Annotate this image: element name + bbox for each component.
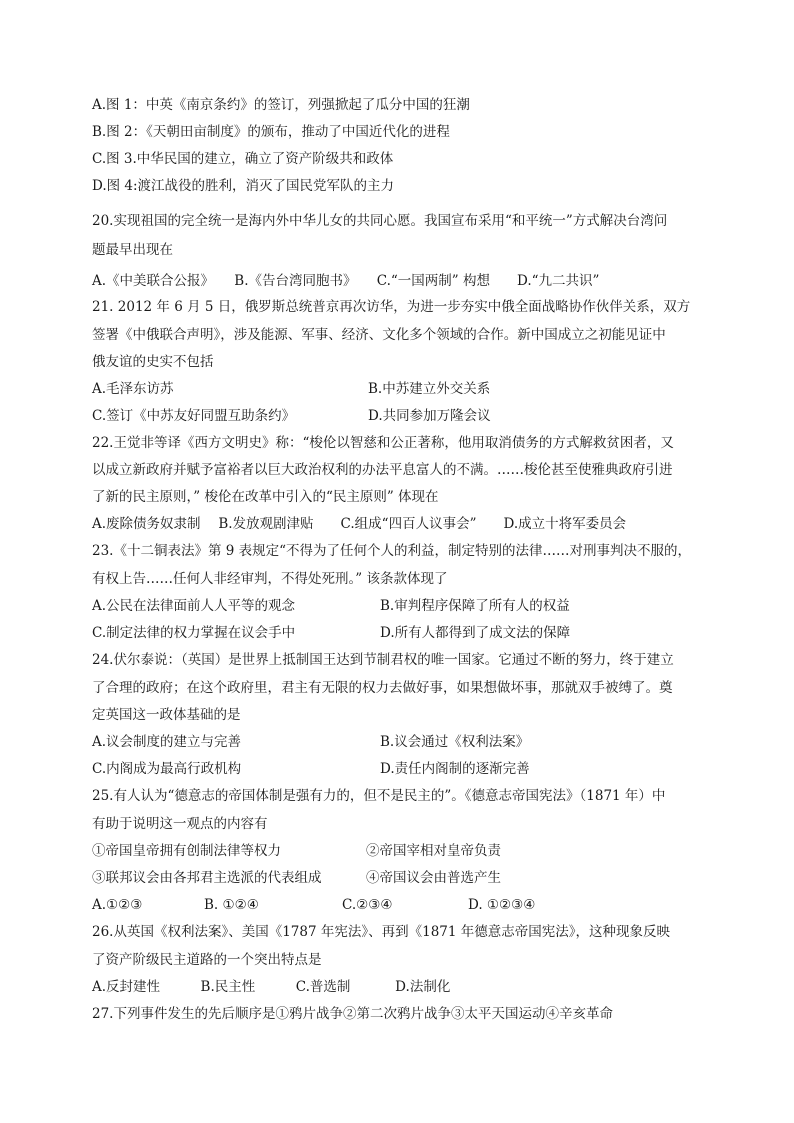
- q22-options: A.废除债务奴隶制 B.发放观剧津贴 C.组成“四百人议事会” D.成立十将军委员会: [92, 516, 627, 532]
- q24-stem-line-1: 24.伏尔泰说：（英国）是世界上抵制国王达到节制君权的唯一国家。它通过不断的努力，终于建立: [92, 652, 674, 668]
- q19-option-d: D.图 4:渡江战役的胜利，消灭了国民党军队的主力: [92, 178, 395, 194]
- q19-option-c: C.图 3.中华民国的建立，确立了资产阶级共和政体: [92, 151, 394, 167]
- q24-option-a: A.议会制度的建立与完善: [92, 734, 242, 750]
- q22-stem-line-1: 22.王觉非等译《西方文明史》称：“梭伦以智慈和公正著称，他用取消债务的方式解救贫困者，又: [92, 435, 674, 451]
- q27-stem-line-1: 27.下列事件发生的先后顺序是①鸦片战争②第二次鸦片战争③太平天国运动④辛亥革命: [92, 1006, 613, 1022]
- q21-option-c: C.签订《中苏友好同盟互助条约》: [92, 408, 296, 424]
- q25-items-row-2: [92, 869, 501, 887]
- q24-options-row-1: [92, 733, 530, 751]
- q22-stem-line-3: 了新的民主原则，” 梭伦在改革中引入的“民主原则” 体现在: [92, 489, 439, 505]
- q25-item-4: ④帝国议会由普选产生: [366, 870, 501, 886]
- q26-stem-line-1: 26.从英国《权利法案》、美国《1787 年宪法》、再到《1871 年德意志帝国宪法》，这种现象反映: [92, 924, 671, 940]
- q23-option-d: D.所有人都得到了成文法的保障: [380, 625, 571, 641]
- q24-option-d: D.责任内阁制的逐渐完善: [380, 761, 530, 777]
- q21-option-a: A.毛泽东访苏: [92, 381, 174, 397]
- q24-option-b: B.议会通过《权利法案》: [380, 734, 530, 750]
- q21-option-b: B.中苏建立外交关系: [368, 381, 491, 397]
- q19-option-a: A.图 1：中英《南京条约》的签订，列强掀起了瓜分中国的狂潮: [92, 97, 470, 113]
- q21-option-d: D.共同参加万隆会议: [368, 408, 491, 424]
- q23-stem-line-1: 23.《十二铜表法》第 9 表规定“不得为了任何个人的利益，制定特别的法律……对刑事判决不服的，: [92, 543, 692, 559]
- q23-stem-line-2: 有权上告……任何人非经审判，不得处死刑。” 该条款体现了: [92, 571, 448, 587]
- q21-options-row-2: [92, 407, 491, 425]
- q25-stem-line-2: 有助于说明这一观点的内容有: [92, 816, 268, 832]
- q21-options-row-1: [92, 380, 491, 398]
- q20-options: A.《中美联合公报》 B.《告台湾同胞书》 C.“一国两制” 构想 D.“九二共识”: [92, 273, 600, 289]
- q26-stem-line-2: 了资产阶级民主道路的一个突出特点是: [92, 952, 322, 968]
- q25-option-d: D. ①②③④: [468, 897, 536, 913]
- q25-item-1: ①帝国皇帝拥有创制法律等权力: [92, 843, 281, 859]
- q25-option-c: C.②③④: [342, 897, 393, 913]
- q23-option-c: C.制定法律的权力掌握在议会手中: [92, 625, 296, 641]
- q21-stem-line-1: 21. 2012 年 6 月 5 日，俄罗斯总统普京再次访华，为进一步夯实中俄全面战略协作伙伴关系，双方: [92, 299, 691, 315]
- q24-options-row-2: [92, 760, 530, 778]
- q25-item-2: ②帝国宰相对皇帝负责: [366, 843, 501, 859]
- q20-stem-line-2: 题最早出现在: [92, 242, 173, 258]
- q25-options: [92, 896, 536, 914]
- q24-stem-line-3: 定英国这一政体基础的是: [92, 707, 241, 723]
- q26-options: A.反封建性 B.民主性 C.普选制 D.法制化: [92, 979, 451, 995]
- q23-options-row-2: [92, 624, 571, 642]
- q25-stem-line-1: 25.有人认为“德意志的帝国体制是强有力的，但不是民主的”。《德意志帝国宪法》（1871 年）中: [92, 788, 666, 804]
- q25-item-3: ③联邦议会由各邦君主选派的代表组成: [92, 870, 322, 886]
- q19-option-b: B.图 2：《天朝田亩制度》的颁布，推动了中国近代化的进程: [92, 124, 450, 140]
- q21-stem-line-2: 签署《中俄联合声明》，涉及能源、军事、经济、文化多个领域的合作。新中国成立之初能见证中: [92, 327, 666, 343]
- q20-stem-line-1: 20.实现祖国的完全统一是海内外中华儿女的共同心愿。我国宣布采用“和平统一”方式解决台湾问: [92, 213, 668, 229]
- q25-option-a: A.①②③: [92, 897, 143, 913]
- q22-stem-line-2: 以成立新政府并赋予富裕者以巨大政治权利的办法平息富人的不满。……梭伦甚至使雅典政府引进: [92, 462, 673, 478]
- q24-option-c: C.内阁成为最高行政机构: [92, 761, 242, 777]
- q21-stem-line-3: 俄友谊的史实不包括: [92, 354, 214, 370]
- q23-options-row-1: [92, 597, 570, 615]
- q25-items-row-1: [92, 842, 501, 860]
- q25-option-b: B. ①②④: [204, 897, 259, 913]
- q23-option-b: B.审判程序保障了所有人的权益: [380, 598, 570, 614]
- q24-stem-line-2: 了合理的政府；在这个政府里，君主有无限的权力去做好事，如果想做坏事，那就双手被缚了。奠: [92, 680, 673, 696]
- q23-option-a: A.公民在法律面前人人平等的观念: [92, 598, 296, 614]
